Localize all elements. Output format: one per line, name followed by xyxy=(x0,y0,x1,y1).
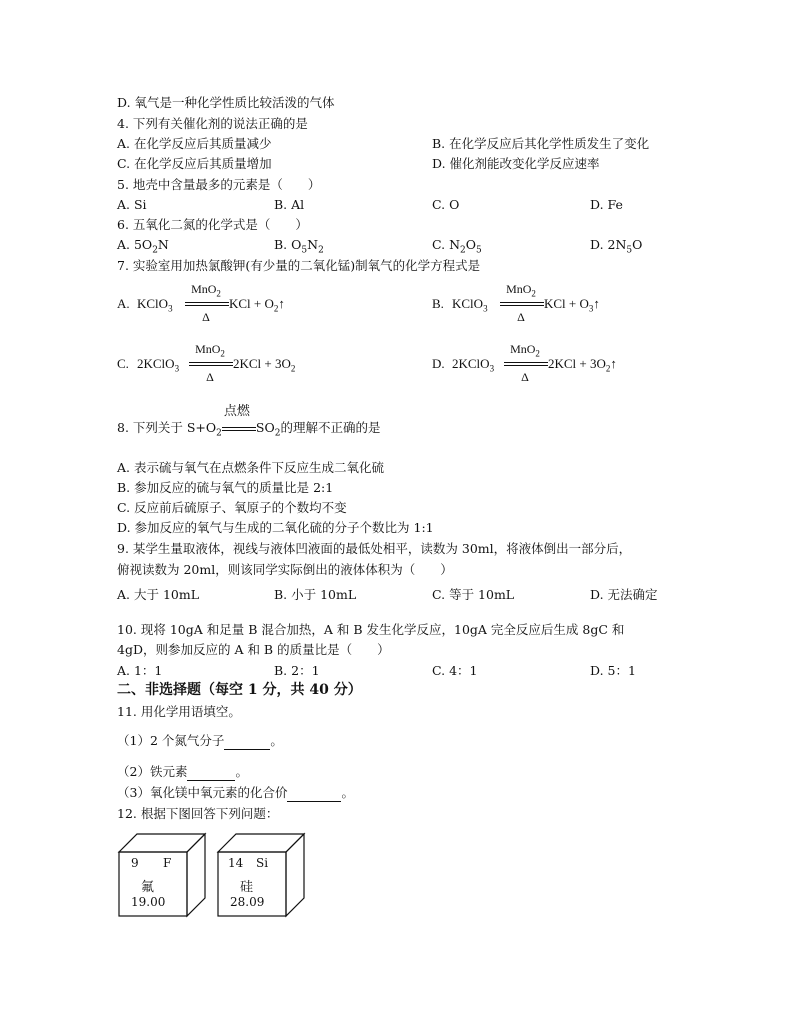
eq-d-double-line xyxy=(504,362,548,366)
element-card-silicon xyxy=(216,832,306,918)
eq-c-reactant: 2KClO$_3$ xyxy=(137,356,180,374)
element-mass: 28.09 xyxy=(230,895,265,909)
q3-option-d: D. 氧气是一种化学性质比较活泼的气体 xyxy=(117,95,335,110)
q5-option-b: B. Al xyxy=(274,197,305,212)
eq-a-reactant: KClO$_3$ xyxy=(137,296,173,314)
eq-b-reactant: KClO$_3$ xyxy=(452,296,488,314)
q7-option-d xyxy=(432,344,752,388)
element-symbol: Si xyxy=(256,856,269,870)
q8-stem: 8. 下列关于 $S+O_2$ 点燃 $SO_2$的理解不正确的是 xyxy=(117,403,381,439)
eq-d-reactant: 2KClO$_3$ xyxy=(452,356,495,374)
eq-d-label: D. xyxy=(432,356,445,371)
eq-b-product: KCl + $O_3↑$ xyxy=(544,296,600,314)
q11-part2: （2）铁元素 。 xyxy=(117,764,248,779)
element-symbol: F xyxy=(163,856,172,870)
q10-option-a: A. 1：1 xyxy=(117,663,163,678)
q5-option-a: A. Si xyxy=(117,197,147,212)
q5-stem: 5. 地壳中含量最多的元素是（ ） xyxy=(117,177,321,192)
eq-b-label: B. xyxy=(432,296,444,311)
eq-a-double-line xyxy=(185,302,229,306)
q4-option-a: A. 在化学反应后其质量减少 xyxy=(117,136,272,151)
eq-c-heat: Δ xyxy=(206,370,214,384)
q6-option-b: B. $O_5N_2$ xyxy=(274,237,324,256)
q11-part3-blank[interactable] xyxy=(287,785,341,802)
q9-stem-line2: 俯视读数为 20ml，则该同学实际倒出的液体体积为（ ） xyxy=(117,562,453,577)
q7-stem: 7. 实验室用加热氯酸钾(有少量的二氧化锰)制氧气的化学方程式是 xyxy=(117,258,481,273)
section-two-heading: 二、非选择题（每空 1 分，共 40 分） xyxy=(117,682,362,698)
q9-option-a: A. 大于 10mL xyxy=(117,587,200,602)
eq-c-catalyst: MnO$_2$ xyxy=(195,342,225,359)
q6-option-d: D. $2N_5O$ xyxy=(590,237,643,256)
q9-stem-line1: 9. 某学生量取液体，视线与液体凹液面的最低处相平，读数为 30ml，将液体倒出一部分后， xyxy=(117,541,632,556)
q8-option-a: A. 表示硫与氧气在点燃条件下反应生成二氧化硫 xyxy=(117,460,384,475)
eq-a-product: KCl + $O_2↑$ xyxy=(229,296,285,314)
q11-part1: （1）2 个氮气分子 。 xyxy=(117,733,283,748)
q8-option-d: D. 参加反应的氧气与生成的二氧化硫的分子个数比为 1:1 xyxy=(117,520,434,535)
eq-a-label: A. xyxy=(117,296,130,311)
q11-part1-blank[interactable] xyxy=(224,733,270,750)
element-number: 9 xyxy=(131,856,139,870)
element-card-fluorine xyxy=(117,832,207,918)
q4-option-d: D. 催化剂能改变化学反应速率 xyxy=(432,156,600,171)
q7-option-b xyxy=(432,284,732,328)
eq-c-double-line xyxy=(189,362,233,366)
eq-d-heat: Δ xyxy=(521,370,529,384)
q10-option-c: C. 4：1 xyxy=(432,663,478,678)
q6-option-c: C. $N_2O_5$ xyxy=(432,237,482,256)
q10-option-b: B. 2：1 xyxy=(274,663,320,678)
eq-a-catalyst: MnO$_2$ xyxy=(191,282,221,299)
q5-option-d: D. Fe xyxy=(590,197,623,212)
eq-b-heat: Δ xyxy=(517,310,525,324)
q10-stem-line1: 10. 现将 10gA 和足量 B 混合加热，A 和 B 发生化学反应，10gA 完全反应后生成 8gC 和 xyxy=(117,622,625,637)
q7-option-c xyxy=(117,344,417,388)
q5-option-c: C. O xyxy=(432,197,460,212)
element-number: 14 xyxy=(228,856,244,870)
element-mass: 19.00 xyxy=(131,895,166,909)
eq-d-product: $2KCl + 3O_2↑$ xyxy=(548,356,617,374)
q11-part2-blank[interactable] xyxy=(187,764,235,781)
eq-b-double-line xyxy=(500,302,544,306)
eq-c-product: $2KCl + 3O_2$ xyxy=(233,356,296,374)
element-name: 硅 xyxy=(240,880,254,895)
q6-stem: 6. 五氧化二氮的化学式是（ ） xyxy=(117,217,308,232)
q4-option-b: B. 在化学反应后其化学性质发生了变化 xyxy=(432,136,650,151)
q10-stem-line2: 4gD，则参加反应的 A 和 B 的质量比是（ ） xyxy=(117,642,390,657)
q7-option-a xyxy=(117,284,417,328)
q6-option-a: A. $5O_2N$ xyxy=(117,237,169,256)
q10-option-d: D. 5：1 xyxy=(590,663,636,678)
eq-a-heat: Δ xyxy=(202,310,210,324)
eq-d-catalyst: MnO$_2$ xyxy=(510,342,540,359)
q9-option-c: C. 等于 10mL xyxy=(432,587,515,602)
q9-option-d: D. 无法确定 xyxy=(590,587,658,602)
q4-option-c: C. 在化学反应后其质量增加 xyxy=(117,156,272,171)
q9-option-b: B. 小于 10mL xyxy=(274,587,357,602)
q11-part3: （3）氧化镁中氧元素的化合价 。 xyxy=(117,785,354,800)
q8-reaction-condition: 点燃 xyxy=(222,422,256,436)
element-name: 氟 xyxy=(141,880,155,895)
q4-stem: 4. 下列有关催化剂的说法正确的是 xyxy=(117,116,308,131)
q8-option-c: C. 反应前后硫原子、氧原子的个数均不变 xyxy=(117,500,347,515)
eq-b-catalyst: MnO$_2$ xyxy=(506,282,536,299)
q11-stem: 11. 用化学用语填空。 xyxy=(117,704,241,719)
eq-c-label: C. xyxy=(117,356,129,371)
q12-stem: 12. 根据下图回答下列问题： xyxy=(117,806,279,821)
q8-option-b: B. 参加反应的硫与氧气的质量比是 2:1 xyxy=(117,480,334,495)
